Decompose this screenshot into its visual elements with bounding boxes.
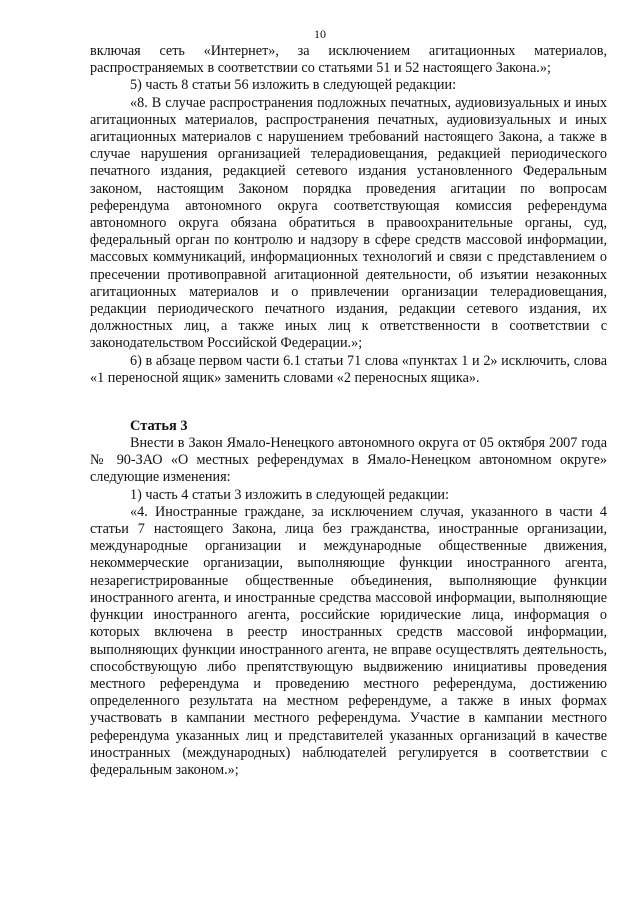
page-number: 10 [314, 27, 326, 41]
paragraph-part-8-text: «8. В случае распространения подложных печатных, аудиовизуальных и иных агитационных материалов, распространения печатных, аудиовизуальных и иных агитационных материалов с нарушением требований настоящего Закона, а также в случае нарушения организацией телерадиовещания, редакцией периодического печатного издания, редакцией сетевого издания установленного Федеральным законом, настоящим Законом порядка проведения агитации по вопросам референдума автономного округа соответствующая комиссия референдума автономного округа обязана обратиться в правоохранительные органы, суд, федеральный орган по контролю и надзору в сфере средств массовой информации, массовых коммуникаций, информационных технологий и связи с представлением о пресечении противоправной агитационной деятельности, об изъятии незаконных агитационных материалов и о привлечении организации телерадиовещания, редакции периодического печатного издания, редакции сетевого издания, их должностных лиц, а также иных лиц к ответственности в соответствии с законодательством Российской Федерации.»; [90, 94, 607, 352]
paragraph-part-4-text: «4. Иностранные граждане, за исключением случая, указанного в части 4 статьи 7 настоящего Закона, лица без гражданства, иностранные организации, международные организации и международные общественные движения, некоммерческие организации, выполняющие функции иностранного агента, незарегистрированные общественные объединения, выполняющие функции иностранного агента, и иностранные средства массовой информации, выполняющие функции иностранного агента, российские юридические лица, информация о которых включена в реестр иностранных средств массовой информации, выполняющих функции иностранного агента, не вправе осуществлять деятельность, способствующую либо препятствующую выдвижению инициативы проведения местного референдума и проведению местного референдума, достижению определенного результата на местном референдуме, а также в иных формах участвовать в кампании местного референдума. Участие в кампании местного референдума указанных лиц и представителей указанных организаций в качестве иностранных (международных) наблюдателей регулируется в соответствии с федеральным законом.»; [90, 503, 607, 778]
paragraph-item-6: 6) в абзаце первом части 6.1 статьи 71 слова «пунктах 1 и 2» исключить, слова «1 переносной ящик» заменить словами «2 переносных ящика». [90, 352, 607, 386]
article-heading: Статья 3 [130, 418, 188, 435]
paragraph-continuation: включая сеть «Интернет», за исключением агитационных материалов, распространяемых в соответствии со статьями 51 и 52 настоящего Закона.»; [90, 43, 607, 77]
paragraph-intro: Внести в Закон Ямало-Ненецкого автономного округа от 05 октября 2007 года № 90-ЗАО «О местных референдумах в Ямало-Ненецком автономном округе» следующие изменения: [90, 435, 607, 486]
paragraph-item-1: 1) часть 4 статьи 3 изложить в следующей редакции: [130, 486, 449, 503]
document-body [90, 43, 607, 779]
paragraph-item-5: 5) часть 8 статьи 56 изложить в следующей редакции: [130, 77, 457, 94]
